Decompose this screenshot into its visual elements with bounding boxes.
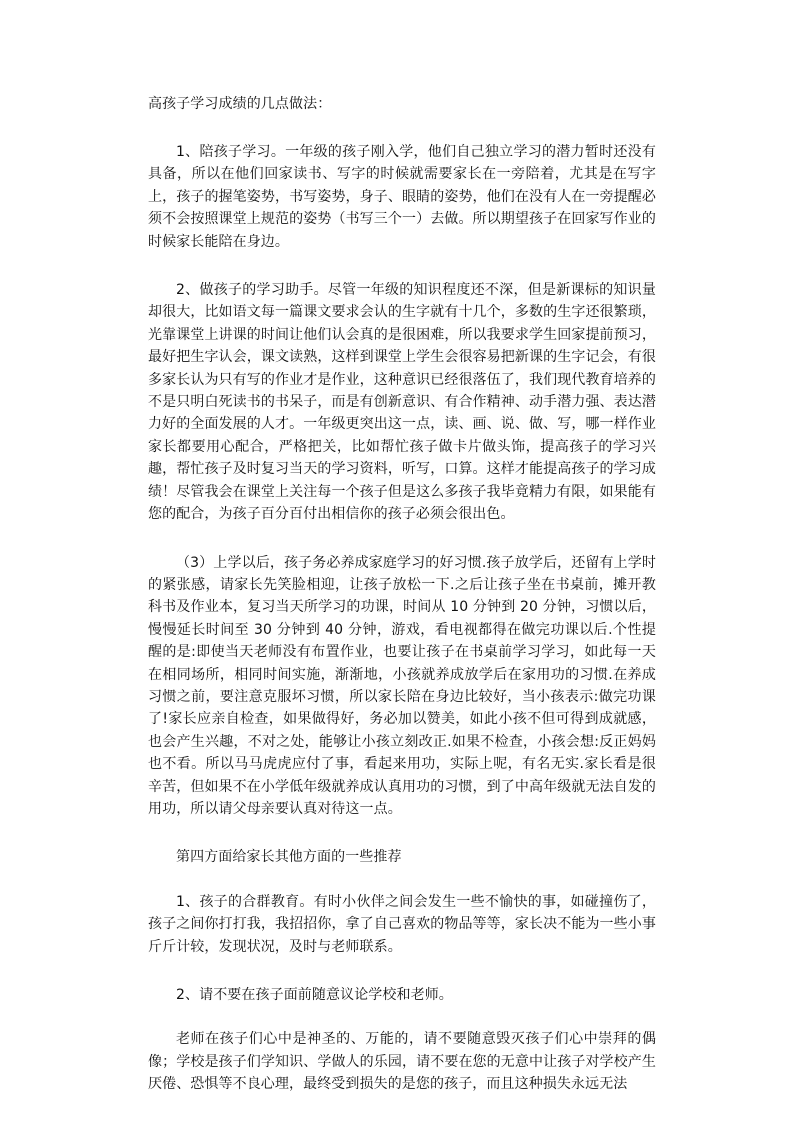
document-page	[148, 93, 656, 1096]
paragraph-home-study-habit: （3）上学以后，孩子务必养成家庭学习的好习惯.孩子放学后，还留有上学时的紧张感，请家长先笑脸相迎，让孩子放松一下.之后让孩子坐在书桌前，摊开教科书及作业本，复习当天所学习的功课，时间从 10 分钟到 20 分钟，习惯以后，慢慢延长时间至 30 分钟到 40 分钟，游戏，看电视都得在做完功课以后.个性提醒的是:即使当天老师没有布置作业，也要让孩子在书桌前学习学习，如此每一天在相同场所，相同时间实施，渐渐地，小孩就养成放学后在家用功的习惯.在养成习惯之前，要注意克服坏习惯，所以家长陪在身边比较好，当小孩表示:做完功课了!家长应亲自检查，如果做得好，务必加以赞美，如此小孩不但可得到成就感，也会产生兴趣，不对之处，能够让小孩立刻改正.如果不检查，小孩会想:反正妈妈也不看。所以马马虎虎应付了事，看起来用功，实际上呢，有名无实.家长看是很辛苦，但如果不在小学低年级就养成认真用功的习惯，到了中高年级就无法自发的用功，所以请父母亲要认真对待这一点。	[148, 554, 656, 817]
document-title: 高孩子学习成绩的几点做法：	[148, 96, 332, 112]
paragraph-social-education: 1、孩子的合群教育。有时小伙伴之间会发生一些不愉快的事，如碰撞伤了，孩子之间你打打我，我招招你，拿了自己喜欢的物品等等，家长决不能为一些小事斤斤计较，发现状况，及时与老师联系。	[148, 893, 656, 955]
paragraph-accompany-learning: 1、陪孩子学习。一年级的孩子刚入学，他们自己独立学习的潜力暂时还没有具备，所以在他们回家读书、写字的时候就需要家长在一旁陪着，尤其是在写字上，孩子的握笔姿势，书写姿势，身子、眼睛的姿势，他们在没有人在一旁提醒必须不会按照课堂上规范的姿势（书写三个一）去做。所以期望孩子在回家写作业的时候家长能陪在身边。	[148, 144, 656, 250]
section-heading-other-advice: 第四方面给家长其他方面的一些推荐	[176, 849, 402, 866]
paragraph-respect-school: 2、请不要在孩子面前随意议论学校和老师。	[176, 987, 453, 1003]
paragraph-learning-assistant: 2、做孩子的学习助手。尽管一年级的知识程度还不深，但是新课标的知识量却很大，比如语文每一篇课文要求会认的生字就有十几个，多数的生字还很繁琐，光靠课堂上讲课的时间让他们认会真的是很困难，所以我要求学生回家提前预习，最好把生字认会，课文读熟，这样到课堂上学生会很容易把新课的生字记会，有很多家长认为只有写的作业才是作业，这种意识已经很落伍了，我们现代教育培养的不是只明白死读书的书呆子，而是有创新意识、有合作精神、动手潜力强、表达潜力好的全面发展的人才。一年级更突出这一点，读、画、说、做、写，哪一样作业家长都要用心配合，严格把关，比如帮忙孩子做卡片做头饰，提高孩子的学习兴趣，帮忙孩子及时复习当天的学习资料，听写，口算。这样才能提高孩子的学习成绩！尽管我会在课堂上关注每一个孩子但是这么多孩子我毕竟精力有限，如果能有您的配合，为孩子百分百付出相信你的孩子必须会很出色。	[148, 282, 656, 523]
paragraph-teacher-idol: 老师在孩子们心中是神圣的、万能的，请不要随意毁灭孩子们心中崇拜的偶像；学校是孩子们学知识、学做人的乐园，请不要在您的无意中让孩子对学校产生厌倦、恐惧等不良心理，最终受到损失的是您的孩子，而且这种损失永远无法	[148, 1031, 656, 1093]
